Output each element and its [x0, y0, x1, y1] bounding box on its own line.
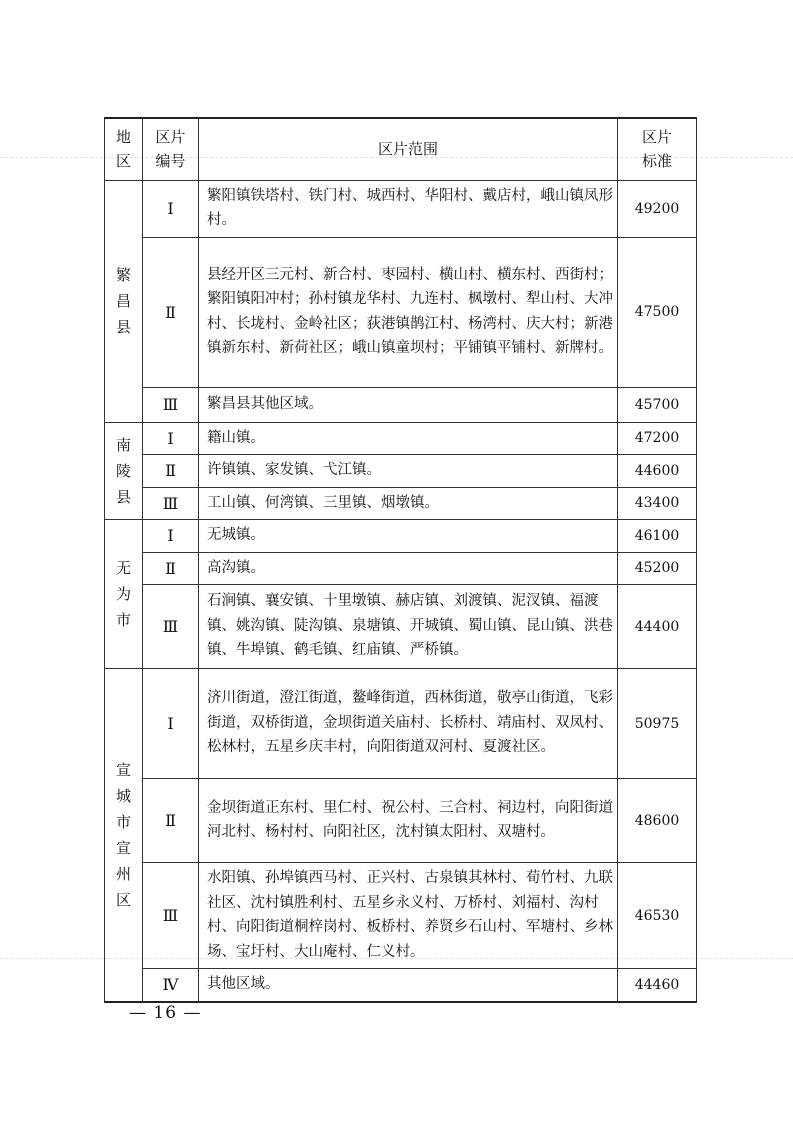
zone-standard: 44400	[618, 585, 697, 669]
table-row	[105, 180, 697, 237]
zone-standard: 44600	[618, 455, 697, 488]
table-row	[105, 455, 697, 488]
header-zone-standard: 区片标准	[618, 118, 697, 180]
land-price-zone-table	[104, 117, 697, 1003]
page-number: — 16 —	[129, 1003, 202, 1023]
zone-standard: 47200	[618, 422, 697, 455]
table-row	[105, 669, 697, 779]
header-zone-scope: 区片范围	[199, 118, 618, 180]
zone-scope: 许镇镇、家发镇、弋江镇。	[199, 455, 618, 488]
zone-code: Ⅰ	[143, 180, 199, 237]
zone-scope: 县经开区三元村、新合村、枣园村、横山村、横东村、西街村；繁阳镇阳冲村；孙村镇龙华村、九连村、枫墩村、犁山村、大冲村、长垅村、金岭社区；荻港镇鹊江村、杨湾村、庆大村；新港镇新东村、新荷社区；峨山镇童坝村；平铺镇平铺村、新牌村。	[199, 237, 618, 387]
table-row	[105, 422, 697, 455]
table-row	[105, 552, 697, 585]
zone-code: Ⅲ	[143, 585, 199, 669]
zone-scope: 籍山镇。	[199, 422, 618, 455]
zone-scope: 无城镇。	[199, 520, 618, 553]
zone-standard: 46530	[618, 863, 697, 969]
region-cell-fanchang: 繁昌县	[105, 180, 143, 422]
zone-scope: 金坝街道正东村、里仁村、祝公村、三合村、祠边村，向阳街道河北村、杨村村、向阳社区，沈村镇太阳村、双塘村。	[199, 779, 618, 863]
zone-code: Ⅰ	[143, 422, 199, 455]
table-row	[105, 487, 697, 520]
zone-scope: 济川街道，澄江街道，鳌峰街道，西林街道，敬亭山街道，飞彩街道，双桥街道，金坝街道关庙村、长桥村、靖庙村、双凤村、松林村，五星乡庆丰村，向阳街道双河村、夏渡社区。	[199, 669, 618, 779]
zone-standard: 45700	[618, 387, 697, 422]
zone-code: Ⅳ	[143, 969, 199, 1002]
zone-code: Ⅰ	[143, 669, 199, 779]
zone-scope: 工山镇、何湾镇、三里镇、烟墩镇。	[199, 487, 618, 520]
table-row	[105, 387, 697, 422]
region-cell-wuwei: 无为市	[105, 520, 143, 669]
table-row	[105, 585, 697, 669]
zone-standard: 48600	[618, 779, 697, 863]
zone-code: Ⅱ	[143, 237, 199, 387]
table-header-row	[105, 118, 697, 180]
zone-standard: 46100	[618, 520, 697, 553]
zone-scope: 高沟镇。	[199, 552, 618, 585]
zone-code: Ⅰ	[143, 520, 199, 553]
zone-code: Ⅱ	[143, 552, 199, 585]
zone-standard: 49200	[618, 180, 697, 237]
zone-scope: 其他区域。	[199, 969, 618, 1002]
zone-code: Ⅲ	[143, 863, 199, 969]
zone-scope: 水阳镇、孙埠镇西马村、正兴村、古泉镇其林村、荀竹村、九联社区、沈村镇胜利村、五星乡永义村、万桥村、刘福村、沟村村、向阳街道桐梓岗村、板桥村、养贤乡石山村、军塘村、乡林场、宝圩村、大山庵村、仁义村。	[199, 863, 618, 969]
header-zone-code: 区片编号	[143, 118, 199, 180]
region-cell-xuanzhou: 宣城市宣州区	[105, 669, 143, 1002]
zone-scope: 石涧镇、襄安镇、十里墩镇、赫店镇、刘渡镇、泥汊镇、福渡镇、姚沟镇、陡沟镇、泉塘镇、开城镇、蜀山镇、昆山镇、洪巷镇、牛埠镇、鹤毛镇、红庙镇、严桥镇。	[199, 585, 618, 669]
zone-standard: 50975	[618, 669, 697, 779]
zone-standard: 47500	[618, 237, 697, 387]
region-cell-nanling: 南陵县	[105, 422, 143, 520]
zone-standard: 43400	[618, 487, 697, 520]
zone-scope: 繁阳镇铁塔村、铁门村、城西村、华阳村、戴店村，峨山镇凤形村。	[199, 180, 618, 237]
table-row	[105, 237, 697, 387]
zone-standard: 45200	[618, 552, 697, 585]
table-row	[105, 969, 697, 1002]
zone-code: Ⅱ	[143, 455, 199, 488]
table-row	[105, 520, 697, 553]
table-row	[105, 779, 697, 863]
zone-code: Ⅱ	[143, 779, 199, 863]
header-region: 地区	[105, 118, 143, 180]
zone-code: Ⅲ	[143, 387, 199, 422]
zone-scope: 繁昌县其他区域。	[199, 387, 618, 422]
zone-code: Ⅲ	[143, 487, 199, 520]
table-row	[105, 863, 697, 969]
zone-standard: 44460	[618, 969, 697, 1002]
